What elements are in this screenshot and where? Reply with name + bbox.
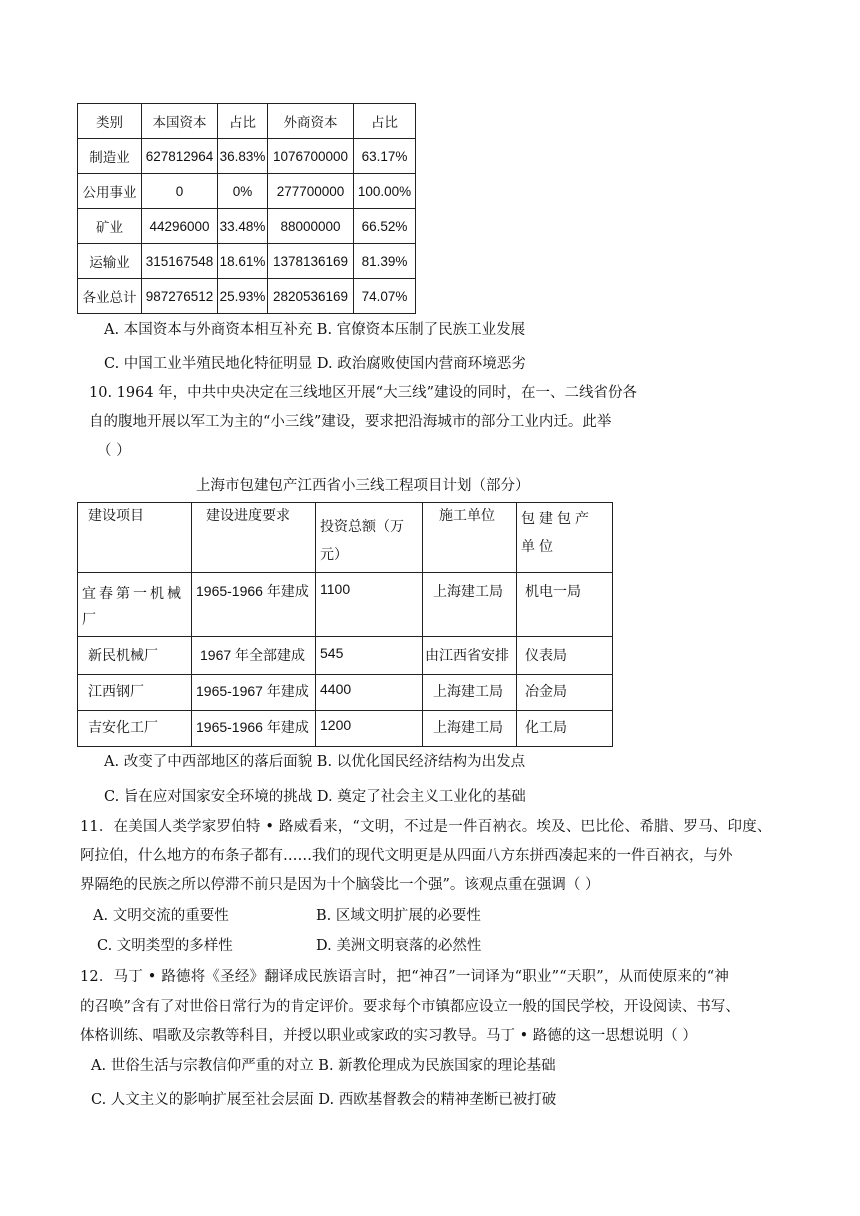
q11-option-b: B. 区域文明扩展的必要性 [316,908,481,924]
table-cell: 44296000 [142,209,218,244]
table-cell: 33.48% [218,209,268,244]
table-cell: 矿业 [78,209,142,244]
table-cell: 吉安化工厂 [78,711,192,747]
table-cell: 4400 [316,675,423,711]
table-cell: 1100 [316,573,423,637]
header-cell: 类别 [78,104,142,139]
table-cell: 2820536169 [268,279,354,314]
header-cell: 外商资本 [268,104,354,139]
q12-stem-line2: 的召唤”含有了对世俗日常行为的肯定评价。要求每个市镇都应设立一般的国民学校，开设阅读、书写、 [80,999,740,1015]
q9-options-cd: C. 中国工业半殖民地化特征明显 D. 政治腐败使国内营商环境恶劣 [104,356,526,372]
table-row [78,174,416,209]
table-cell: 0 [142,174,218,209]
project-table [77,502,613,747]
table-cell: 仪表局 [517,637,613,675]
table-cell: 1965-1966 年建成 [192,573,316,637]
table-cell: 1378136169 [268,244,354,279]
header-cell: 占比 [218,104,268,139]
table-cell: 1200 [316,711,423,747]
q10-stem-line1: 10. 1964 年，中共中央决定在三线地区开展“大三线”建设的同时，在一、二线省份各 [89,385,638,401]
q10-stem-line2: 自的腹地开展以军工为主的“小三线”建设，要求把沿海城市的部分工业内迁。此举 [89,414,612,430]
table-row [78,711,613,747]
table-cell: 545 [316,637,423,675]
q10-table-title: 上海市包建包产江西省小三线工程项目计划（部分） [196,478,530,494]
table-cell: 36.83% [218,139,268,174]
table-cell: 81.39% [354,244,416,279]
q10-options-ab: A. 改变了中西部地区的落后面貌 B. 以优化国民经济结构为出发点 [104,754,526,770]
table-cell: 上海建工局 [423,711,517,747]
table-cell: 冶金局 [517,675,613,711]
header-cell: 包建包产单位 [517,503,613,573]
table-cell: 25.93% [218,279,268,314]
capital-table [77,103,416,314]
table-cell: 277700000 [268,174,354,209]
table-cell: 上海建工局 [423,573,517,637]
table-header-row [78,503,613,573]
q12-stem-line1: 12．马丁 • 路德将《圣经》翻译成民族语言时，把“神召”一词译为“职业”“天职”，从而使原来的“神 [80,969,730,985]
table-cell: 0% [218,174,268,209]
table-row [78,675,613,711]
table-cell: 各业总计 [78,279,142,314]
table-cell: 100.00% [354,174,416,209]
table-cell: 63.17% [354,139,416,174]
table-cell: 1965-1967 年建成 [192,675,316,711]
table-cell: 机电一局 [517,573,613,637]
table-cell: 987276512 [142,279,218,314]
q11-stem-line2: 阿拉伯，什么地方的布条子都有……我们的现代文明更是从四面八方东拼西凑起来的一件百衲衣，与外 [80,848,733,864]
q11-option-d: D. 美洲文明衰落的必然性 [316,938,482,954]
header-cell: 投资总额（万元） [316,503,423,573]
table-cell: 宜春第一机械厂 [78,573,192,637]
q11-option-c: C. 文明类型的多样性 [97,938,233,954]
table-row [78,209,416,244]
table-cell: 公用事业 [78,174,142,209]
q10-answer-paren: （ ） [97,443,131,459]
table-row [78,244,416,279]
table-row [78,139,416,174]
table-cell: 1076700000 [268,139,354,174]
q12-stem-line3: 体格训练、唱歌及宗教等科目，并授以职业或家政的实习教导。马丁 • 路德的这一思想说明（ ） [80,1028,697,1044]
table-cell: 74.07% [354,279,416,314]
table-header-row [78,104,416,139]
q11-option-a: A. 文明交流的重要性 [93,908,229,924]
q12-options-ab: A. 世俗生活与宗教信仰严重的对立 B. 新教伦理成为民族国家的理论基础 [91,1058,556,1074]
q9-options-ab: A. 本国资本与外商资本相互补充 B. 官僚资本压制了民族工业发展 [104,322,526,338]
q11-stem-line3: 界隔绝的民族之所以停滞不前只是因为十个脑袋比一个强”。该观点重在强调（ ） [80,877,600,893]
header-cell: 本国资本 [142,104,218,139]
q12-options-cd: C. 人文主义的影响扩展至社会层面 D. 西欧基督教会的精神垄断已被打破 [91,1092,557,1108]
table-row [78,637,613,675]
table-cell: 88000000 [268,209,354,244]
table-cell: 1965-1966 年建成 [192,711,316,747]
q10-options-cd: C. 旨在应对国家安全环境的挑战 D. 奠定了社会主义工业化的基础 [104,789,526,805]
table-cell: 18.61% [218,244,268,279]
header-cell: 占比 [354,104,416,139]
table-cell: 627812964 [142,139,218,174]
table-cell: 制造业 [78,139,142,174]
table-cell: 运输业 [78,244,142,279]
table-row [78,573,613,637]
header-cell: 施工单位 [423,503,517,573]
table-cell: 315167548 [142,244,218,279]
table-cell: 由江西省安排 [423,637,517,675]
table-cell: 江西钢厂 [78,675,192,711]
header-cell: 建设项目 [78,503,192,573]
table-cell: 66.52% [354,209,416,244]
table-row [78,279,416,314]
header-cell: 建设进度要求 [192,503,316,573]
table-cell: 1967 年全部建成 [192,637,316,675]
q11-stem-line1: 11．在美国人类学家罗伯特 • 路威看来，“文明，不过是一件百衲衣。埃及、巴比伦、希腊、罗马、印度、 [80,819,772,835]
table-cell: 新民机械厂 [78,637,192,675]
table-cell: 化工局 [517,711,613,747]
table-cell: 上海建工局 [423,675,517,711]
